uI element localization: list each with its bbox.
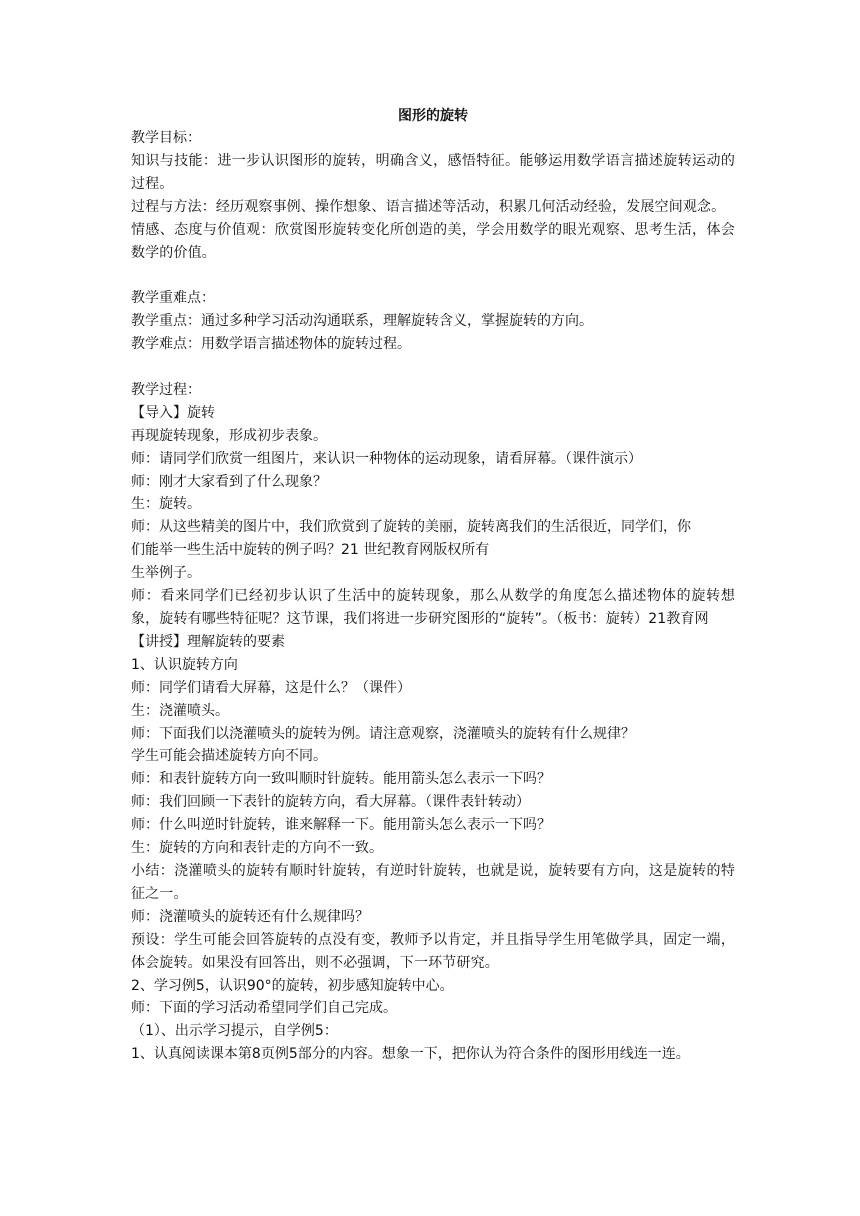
blank-line — [131, 264, 735, 287]
paragraph-line: 们能举一些生活中旋转的例子吗？21 世纪教育网版权所有 — [131, 542, 490, 559]
numbered-item: 1、认识旋转方向 — [131, 656, 238, 673]
paragraph-knowledge-skills: 知识与技能：进一步认识图形的旋转，明确含义，感悟特征。能够运用数学语言描述旋转运动的过程。 — [131, 152, 735, 192]
paragraph: 师：下面的学习活动希望同学们自己完成。 — [131, 1000, 397, 1017]
paragraph: 师：下面我们以浇灌喷头的旋转为例。请注意观察，浇灌喷头的旋转有什么规律？ — [131, 725, 635, 742]
subsection-intro: 【导入】旋转 — [131, 404, 215, 421]
numbered-item: 1、认真阅读课本第8页例5部分的内容。想象一下，把你认为符合条件的图形用线连一连。 — [131, 1046, 690, 1063]
paragraph: 师：和表针旋转方向一致叫顺时针旋转。能用箭头怎么表示一下吗？ — [131, 771, 551, 788]
subsection-teaching: 【讲授】理解旋转的要素 — [131, 633, 285, 650]
paragraph-summary: 小结：浇灌喷头的旋转有顺时针旋转，有逆时针旋转，也就是说，旋转要有方向，这是旋转的特征之一。 — [131, 862, 735, 902]
document-title: 图形的旋转 — [398, 108, 468, 124]
paragraph: （1）、出示学习提示，自学例5： — [131, 1023, 338, 1040]
paragraph-key-point: 教学重点：通过多种学习活动沟通联系，理解旋转含义，掌握旋转的方向。 — [131, 313, 593, 330]
section-heading-key-points: 教学重难点： — [131, 290, 215, 307]
paragraph-line: 师：从这些精美的图片中，我们欣赏到了旋转的美丽，旋转离我们的生活很近，同学们，你 — [131, 519, 691, 536]
paragraph: 师：我们回顾一下表针的旋转方向，看大屏幕。（课件表针转动） — [131, 794, 530, 811]
numbered-item: 2、学习例5，认识90°的旋转，初步感知旋转中心。 — [131, 977, 454, 994]
paragraph: 师：什么叫逆时针旋转，谁来解释一下。能用箭头怎么表示一下吗？ — [131, 817, 551, 834]
paragraph-emotion-values: 情感、态度与价值观：欣赏图形旋转变化所创造的美，学会用数学的眼光观察、思考生活，体会数学的价值。 — [131, 221, 735, 261]
section-heading-process: 教学过程： — [131, 381, 201, 398]
section-heading-goals: 教学目标： — [131, 130, 201, 146]
paragraph: 师：浇灌喷头的旋转还有什么规律吗？ — [131, 908, 369, 925]
paragraph: 生举例子。 — [131, 565, 201, 582]
paragraph-difficult-point: 教学难点：用数学语言描述物体的旋转过程。 — [131, 336, 411, 353]
paragraph: 师：看来同学们已经初步认识了生活中的旋转现象，那么从数学的角度怎么描述物体的旋转想象，旋转有哪些特征呢？这节课，我们将进一步研究图形的“旋转”。（板书：旋转）21教育网 — [131, 588, 735, 627]
paragraph-process-method: 过程与方法：经历观察事例、操作想象、语言描述等活动，积累几何活动经验，发展空间观念。 — [131, 198, 726, 215]
paragraph: 师：同学们请看大屏幕，这是什么？（课件） — [131, 679, 411, 696]
document-page — [131, 105, 735, 1066]
blank-line — [131, 356, 735, 379]
paragraph: 师：请同学们欣赏一组图片，来认识一种物体的运动现象，请看屏幕。（课件演示） — [131, 450, 642, 467]
paragraph: 生：旋转。 — [131, 496, 201, 513]
paragraph: 师：刚才大家看到了什么现象？ — [131, 473, 327, 490]
paragraph-preset: 预设：学生可能会回答旋转的点没有变，教师予以肯定，并且指导学生用笔做学具，固定一端，体会旋转。如果没有回答出，则不必强调，下一环节研究。 — [131, 931, 735, 971]
paragraph: 学生可能会描述旋转方向不同。 — [131, 748, 327, 765]
paragraph: 生：旋转的方向和表针走的方向不一致。 — [131, 840, 383, 857]
paragraph: 生：浇灌喷头。 — [131, 702, 229, 719]
paragraph: 再现旋转现象，形成初步表象。 — [131, 427, 327, 444]
